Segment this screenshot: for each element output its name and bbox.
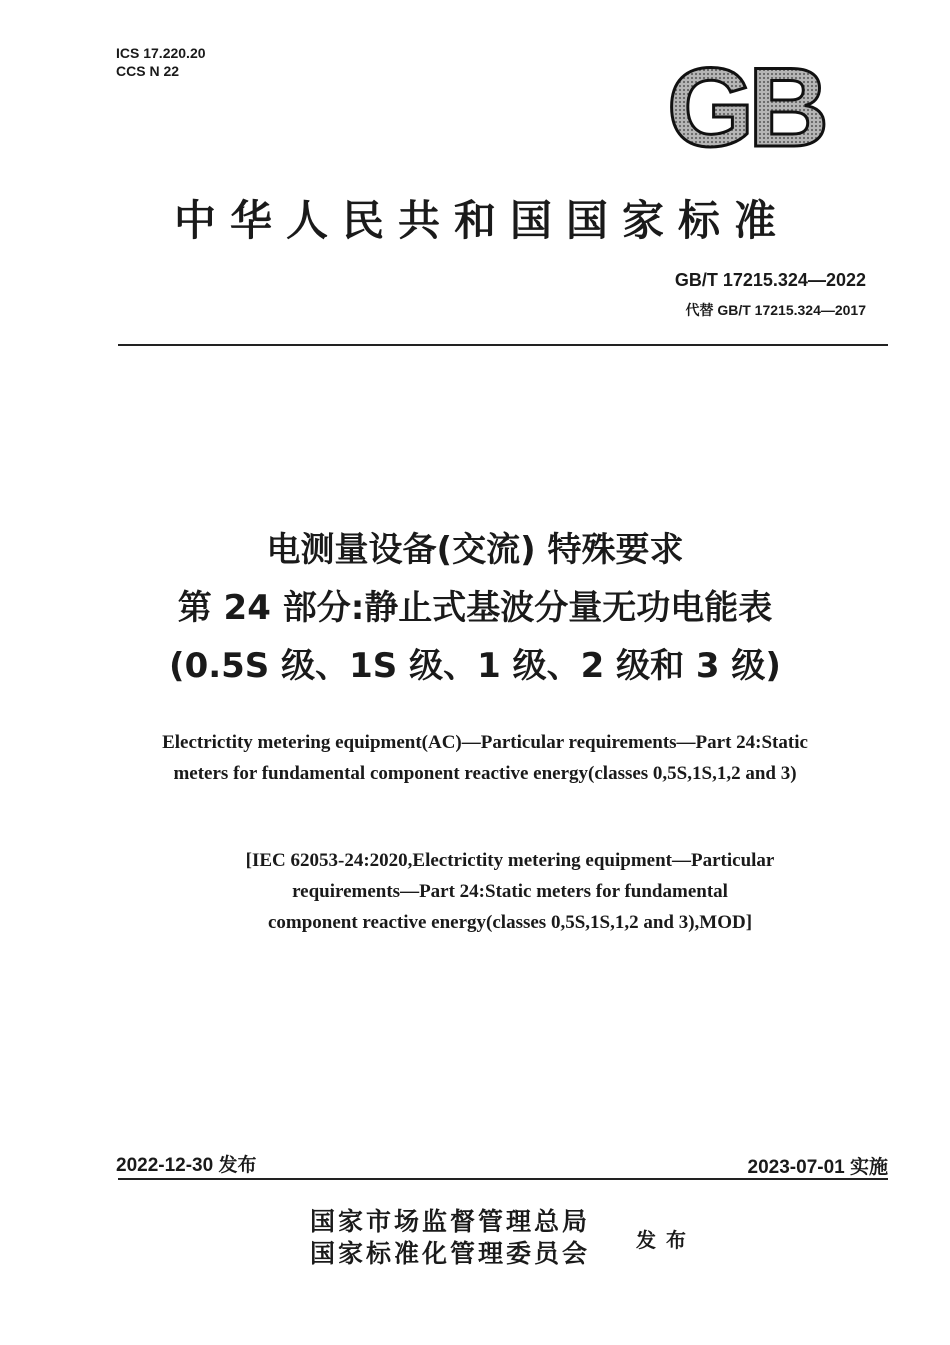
classification-codes	[116, 44, 206, 80]
issue-date: 2022-12-30 发布	[116, 1155, 257, 1176]
iec-reference-line-3: component reactive energy(classes 0,5S,1S,1,2 and 3),MOD]	[267, 912, 753, 933]
title-en-line-2: meters for fundamental component reactive energy(classes 0,5S,1S,1,2 and 3)	[173, 763, 797, 784]
bottom-divider	[118, 1178, 888, 1180]
iec-reference-line-1: [IEC 62053-24:2020,Electrictity metering equipment—Particular	[245, 850, 775, 871]
publish-label: 发布	[636, 1228, 696, 1252]
title-cn-line-2: 第 24 部分:静止式基波分量无功电能表	[177, 588, 773, 628]
top-divider	[118, 344, 888, 346]
implementation-date: 2023-07-01 实施	[747, 1157, 888, 1178]
title-cn-line-3: (0.5S 级、1S 级、1 级、2 级和 3 级)	[169, 646, 781, 686]
gb-logo	[650, 60, 840, 156]
ics-code: ICS 17.220.20	[116, 45, 206, 61]
ccs-code: CCS N 22	[116, 63, 180, 79]
title-cn-line-1: 电测量设备(交流) 特殊要求	[266, 530, 684, 570]
issuer-sac: 国家标准化管理委员会	[310, 1239, 591, 1268]
issuer-samr: 国家市场监督管理总局	[310, 1207, 591, 1236]
standard-number: GB/T 17215.324—2022	[674, 270, 866, 290]
iec-reference-line-2: requirements—Part 24:Static meters for fundamental	[292, 881, 728, 902]
replaces-standard: 代替 GB/T 17215.324—2017	[685, 302, 866, 318]
gb-logo-text: GB	[667, 60, 823, 156]
standard-category-title: 中华人民共和国国家标准	[173, 196, 790, 245]
title-en-line-1: Electrictity metering equipment(AC)—Particular requirements—Part 24:Static	[162, 732, 808, 753]
